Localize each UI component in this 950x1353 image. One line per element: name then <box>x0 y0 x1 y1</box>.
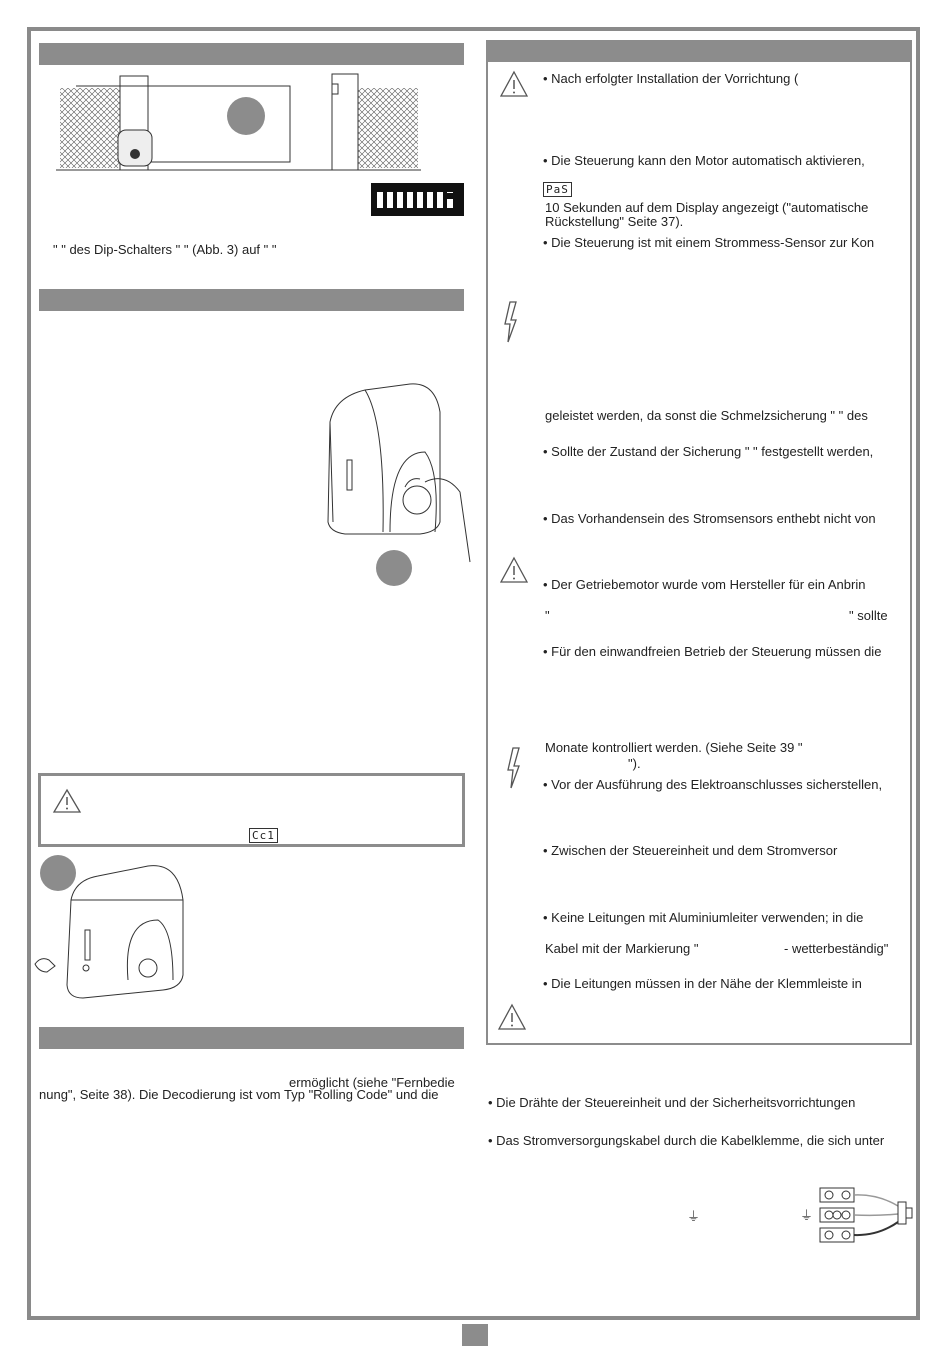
motor-cover-illustration <box>33 860 193 1010</box>
note-line: • Die Leitungen müssen in der Nähe der Klemmleiste in <box>543 976 862 991</box>
section-header-3 <box>39 1027 464 1049</box>
note-line: • Das Vorhandensein des Stromsensors enthebt nicht von <box>543 511 876 526</box>
svg-text:⏚: ⏚ <box>800 1209 814 1224</box>
note-line: "). <box>628 756 641 771</box>
ground-symbol: ⏚ <box>687 1209 701 1224</box>
remote-text-2: nung", Seite 38). Die Decodierung ist vom Typ "Rolling Code" und die <box>39 1087 439 1102</box>
note-line: 10 Sekunden auf dem Display angezeigt ("automatische <box>545 200 869 215</box>
warning-triangle-icon <box>499 556 529 584</box>
warning-triangle-icon <box>52 788 82 814</box>
dip-switch-text: " " des Dip-Schalters " " (Abb. 3) auf " " <box>53 242 277 257</box>
note-line: - wetterbeständig" <box>784 941 889 956</box>
note-line: • Der Getriebemotor wurde vom Hersteller für ein Anbrin <box>543 577 866 592</box>
note-line: • Für den einwandfreien Betrieb der Steuerung müssen die <box>543 644 882 659</box>
note-line: • Nach erfolgter Installation der Vorrichtung ( <box>543 71 799 86</box>
note-line: Rückstellung" Seite 37). <box>545 214 684 229</box>
warning-triangle-icon <box>497 1003 527 1031</box>
note-line: Kabel mit der Markierung " <box>545 941 699 956</box>
note-line: • Zwischen der Steuereinheit und dem Stromversor <box>543 843 838 858</box>
electric-hazard-icon <box>502 300 522 344</box>
figure-marker-2 <box>376 550 412 586</box>
section-header-2 <box>39 289 464 311</box>
note-line: Monate kontrolliert werden. (Siehe Seite 39 " <box>545 740 803 755</box>
dip-switch-illustration <box>371 183 464 216</box>
note-line: • Die Steuerung kann den Motor automatisch aktivieren, <box>543 153 865 168</box>
page-number-tab <box>462 1324 488 1346</box>
note-line: • Die Steuerung ist mit einem Strommess-Sensor zur Kon <box>543 235 875 250</box>
electric-hazard-icon <box>505 746 525 790</box>
figure-marker-1 <box>227 97 265 135</box>
remote-text-1: ermöglicht (siehe "Fernbedie <box>289 1075 455 1090</box>
note-line: • Sollte der Zustand der Sicherung " " festgestellt werden, <box>543 444 874 459</box>
bottom-line: • Die Drähte der Steuereinheit und der Sicherheitsvorrichtungen <box>488 1095 856 1110</box>
section-header-1 <box>39 43 464 65</box>
note-line: • Vor der Ausführung des Elektroanschlusses sicherstellen, <box>543 777 883 792</box>
note-line: " <box>545 608 550 623</box>
motor-release-illustration <box>325 382 473 572</box>
note-line: • Keine Leitungen mit Aluminiumleiter verwenden; in die <box>543 910 864 925</box>
note-line: " sollte <box>849 608 888 623</box>
note-line: geleistet werden, da sonst die Schmelzsicherung " " des <box>545 408 868 423</box>
bottom-line: • Das Stromversorgungskabel durch die Kabelklemme, die sich unter <box>488 1133 885 1148</box>
display-pas: PaS <box>543 182 572 197</box>
terminal-block-illustration <box>798 1186 918 1246</box>
display-cc1: Cc1 <box>249 828 278 843</box>
warning-triangle-icon <box>499 70 529 98</box>
